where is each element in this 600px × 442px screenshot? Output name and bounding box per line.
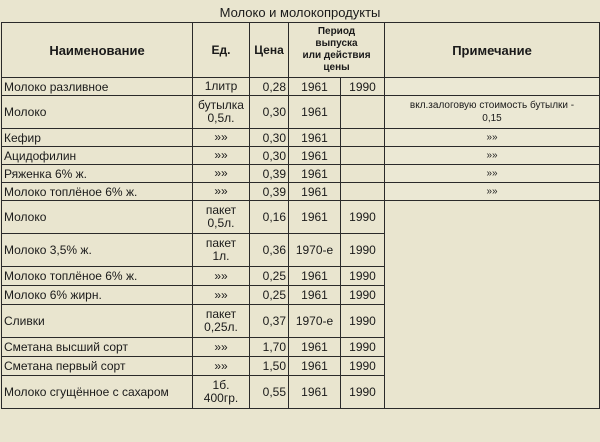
header-period — [289, 23, 385, 78]
table-row — [2, 201, 600, 234]
cell-price: 0,36 — [250, 234, 289, 267]
cell-price: 0,25 — [250, 286, 289, 305]
cell-price: 0,55 — [250, 376, 289, 409]
cell-note-line: 0,15 — [482, 113, 502, 124]
cell-year-from: 1961 — [289, 286, 341, 305]
cell-year-to: 1990 — [341, 305, 385, 338]
cell-year-to: 1990 — [341, 338, 385, 357]
cell-price: 0,30 — [250, 96, 289, 129]
cell-price: 0,16 — [250, 201, 289, 234]
header-period-line: Период — [317, 26, 356, 37]
header-note: Примечание — [385, 23, 600, 78]
cell-unit-line: 0,25л. — [204, 320, 238, 334]
cell-name: Молоко топлёное 6% ж. — [2, 183, 193, 201]
cell-name: Ацидофилин — [2, 147, 193, 165]
price-table — [1, 22, 600, 409]
cell-price: 1,50 — [250, 357, 289, 376]
cell-note: »» — [385, 129, 600, 147]
cell-name: Сметана первый сорт — [2, 357, 193, 376]
cell-note — [385, 78, 600, 96]
cell-price: 0,39 — [250, 183, 289, 201]
cell-unit: »» — [193, 165, 250, 183]
cell-price: 1,70 — [250, 338, 289, 357]
cell-name: Сливки — [2, 305, 193, 338]
cell-name: Молоко разливное — [2, 78, 193, 96]
cell-unit-line: пакет — [205, 203, 237, 217]
cell-unit: »» — [193, 267, 250, 286]
cell-unit: »» — [193, 129, 250, 147]
cell-unit-line: 1б. — [212, 378, 230, 392]
cell-year-from: 1961 — [289, 376, 341, 409]
cell-unit-line: пакет — [205, 236, 237, 250]
cell-price: 0,25 — [250, 267, 289, 286]
cell-unit: »» — [193, 183, 250, 201]
cell-year-to: 1990 — [341, 234, 385, 267]
cell-note: »» — [385, 147, 600, 165]
cell-name: Ряженка 6% ж. — [2, 165, 193, 183]
cell-unit-line: пакет — [205, 307, 237, 321]
cell-name: Молоко — [2, 201, 193, 234]
cell-unit — [193, 96, 250, 129]
cell-unit — [193, 376, 250, 409]
cell-year-from: 1961 — [289, 147, 341, 165]
cell-year-to: 1990 — [341, 201, 385, 234]
cell-price: 0,30 — [250, 129, 289, 147]
cell-unit — [193, 305, 250, 338]
cell-name: Кефир — [2, 129, 193, 147]
cell-name: Молоко — [2, 96, 193, 129]
cell-year-from: 1961 — [289, 165, 341, 183]
cell-price: 0,37 — [250, 305, 289, 338]
cell-name: Молоко 6% жирн. — [2, 286, 193, 305]
cell-note: »» — [385, 183, 600, 201]
cell-year-from: 1961 — [289, 338, 341, 357]
cell-year-to: 1990 — [341, 357, 385, 376]
cell-unit — [193, 78, 250, 96]
header-row — [2, 23, 600, 78]
cell-year-from: 1961 — [289, 183, 341, 201]
table-row — [2, 147, 600, 165]
cell-year-from: 1961 — [289, 357, 341, 376]
cell-unit: »» — [193, 286, 250, 305]
cell-year-to — [341, 147, 385, 165]
cell-year-from: 1961 — [289, 129, 341, 147]
cell-year-from: 1961 — [289, 78, 341, 96]
cell-unit-line: 0,5л. — [207, 216, 235, 230]
cell-unit-line: 1литр — [204, 79, 238, 93]
header-period-line: выпуска — [315, 38, 358, 49]
cell-unit: »» — [193, 338, 250, 357]
header-name: Наименование — [2, 23, 193, 78]
table-row — [2, 129, 600, 147]
cell-year-to — [341, 129, 385, 147]
cell-year-from: 1961 — [289, 96, 341, 129]
cell-year-to — [341, 183, 385, 201]
cell-year-to — [341, 96, 385, 129]
table-row — [2, 165, 600, 183]
cell-unit-line: 1л. — [212, 249, 230, 263]
cell-price: 0,39 — [250, 165, 289, 183]
cell-name: Молоко топлёное 6% ж. — [2, 267, 193, 286]
table-row — [2, 96, 600, 129]
header-price: Цена — [250, 23, 289, 78]
table-title: Молоко и молокопродукты — [219, 5, 381, 20]
cell-note: »» — [385, 165, 600, 183]
cell-year-from: 1970-е — [289, 305, 341, 338]
cell-unit — [193, 201, 250, 234]
table-row — [2, 78, 600, 96]
header-period-line: или действия — [302, 50, 371, 61]
cell-unit-line: 400гр. — [203, 391, 239, 405]
cell-year-to — [341, 165, 385, 183]
cell-unit-line: 0,5л. — [207, 111, 235, 125]
cell-name: Сметана высший сорт — [2, 338, 193, 357]
cell-name: Молоко 3,5% ж. — [2, 234, 193, 267]
cell-year-to: 1990 — [341, 286, 385, 305]
cell-unit: »» — [193, 357, 250, 376]
cell-year-from: 1961 — [289, 201, 341, 234]
cell-year-from: 1961 — [289, 267, 341, 286]
cell-note — [385, 96, 600, 129]
cell-name: Молоко сгущённое с сахаром — [2, 376, 193, 409]
cell-year-to: 1990 — [341, 376, 385, 409]
cell-year-from: 1970-е — [289, 234, 341, 267]
cell-unit-line: бутылка — [198, 98, 244, 112]
header-unit: Ед. — [193, 23, 250, 78]
header-period-line: цены — [323, 62, 350, 73]
cell-price: 0,28 — [250, 78, 289, 96]
cell-year-to: 1990 — [341, 78, 385, 96]
cell-note-line: вкл.залоговую стоимость бутылки - — [409, 100, 575, 111]
cell-price: 0,30 — [250, 147, 289, 165]
table-row — [2, 183, 600, 201]
cell-unit: »» — [193, 147, 250, 165]
cell-unit — [193, 234, 250, 267]
cell-note-empty — [385, 201, 600, 409]
cell-year-to: 1990 — [341, 267, 385, 286]
